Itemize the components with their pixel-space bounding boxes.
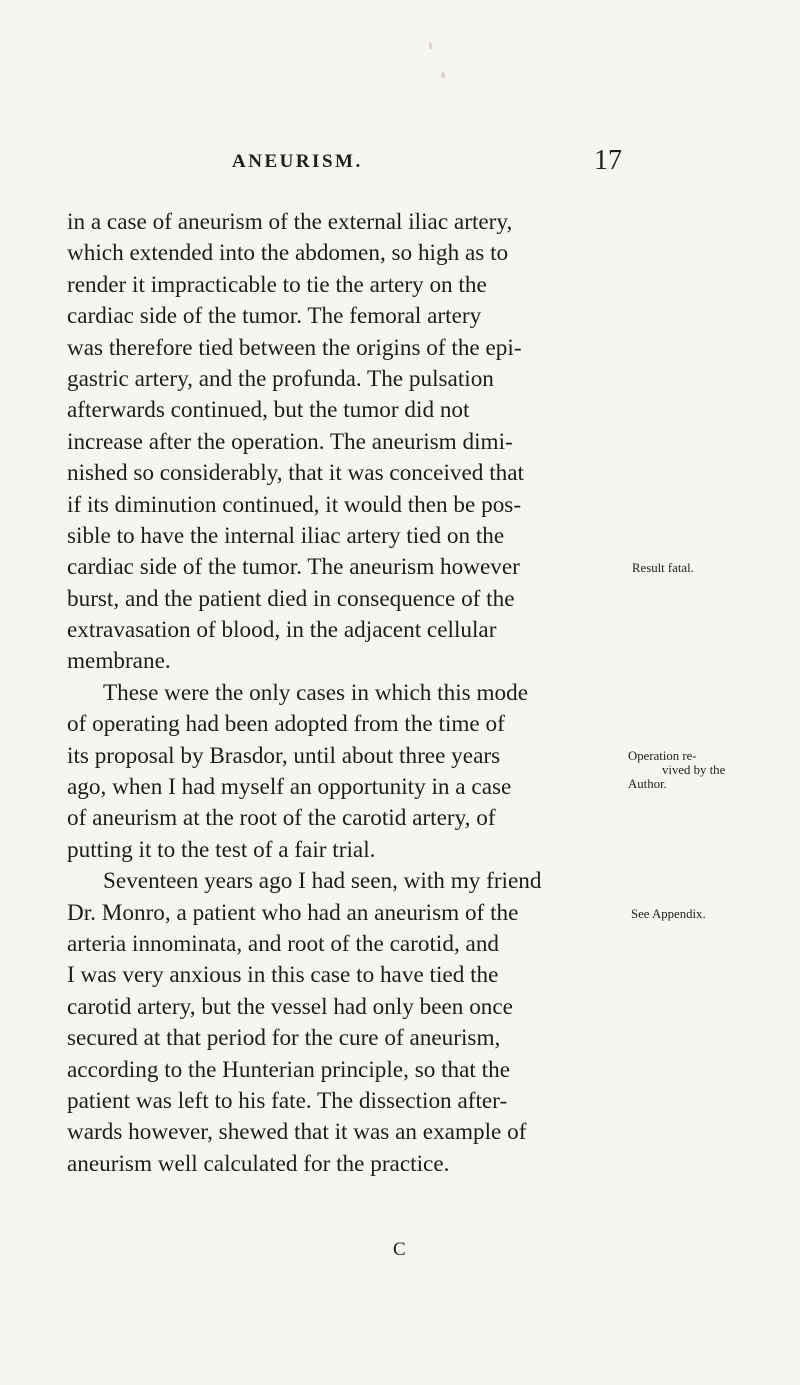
text-line: increase after the operation. The aneurism dimi- [67,428,513,455]
text-line: secured at that period for the cure of aneurism, [67,1025,501,1052]
running-title: ANEURISM. [232,151,363,172]
text-line: in a case of aneurism of the external iliac artery, [67,209,513,235]
text-line: if its diminution continued, it would then be pos- [67,491,522,518]
paper-speck [441,72,445,78]
text-line: arteria innominata, and root of the carotid, and [67,930,500,957]
paper-speck [429,42,432,50]
text-line: cardiac side of the tumor. The femoral artery [67,303,482,330]
margin-note-see-appendix: See Appendix. [631,906,706,921]
text-line: aneurism well calculated for the practice. [67,1150,450,1177]
signature-mark: C [393,1239,406,1260]
text-line: burst, and the patient died in consequence of the [67,585,515,612]
text-line: nished so considerably, that it was conceived that [67,460,524,487]
running-head [232,147,622,177]
text-line: afterwards continued, but the tumor did not [67,397,470,424]
text-line: putting it to the test of a fair trial. [67,836,376,863]
text-line: ago, when I had myself an opportunity in a case [67,774,512,801]
text-line: carotid artery, but the vessel had only been once [67,993,513,1020]
text-line: Dr. Monro, a patient who had an aneurism of the See Appendix. [67,898,747,929]
text-line: render it impracticable to tie the artery on the [67,271,487,298]
page-number: 17 [594,145,622,176]
text-line: according to the Hunterian principle, so that the [67,1056,510,1083]
text-line: gastric artery, and the profunda. The pulsation [67,365,494,392]
text-line: its proposal by Brasdor, until about three years Operation re- vived by the Author. [67,741,747,772]
text-line: of aneurism at the root of the carotid artery, of [67,805,496,832]
text-line: sible to have the internal iliac artery tied on the [67,522,505,549]
text-line: cardiac side of the tumor. The aneurism however Result fatal. [67,552,747,583]
body-text [67,207,747,1180]
text-line: was therefore tied between the origins of the epi- [67,334,522,361]
text-line: of operating had been adopted from the time of [67,711,505,738]
text-line: membrane. [67,648,171,675]
text-line: extravasation of blood, in the adjacent cellular [67,617,497,644]
text-line: wards however, shewed that it was an example of [67,1119,527,1146]
text-line: I was very anxious in this case to have tied the [67,962,499,989]
text-line: patient was left to his fate. The dissection after- [67,1087,508,1114]
text-line: Seventeen years ago I had seen, with my friend [103,868,542,895]
text-line: These were the only cases in which this mode [103,679,528,706]
text-line: which extended into the abdomen, so high as to [67,240,509,267]
margin-note-operation-revived: Operation re- vived by the Author. [628,748,726,791]
margin-note-result-fatal: Result fatal. [632,561,694,576]
